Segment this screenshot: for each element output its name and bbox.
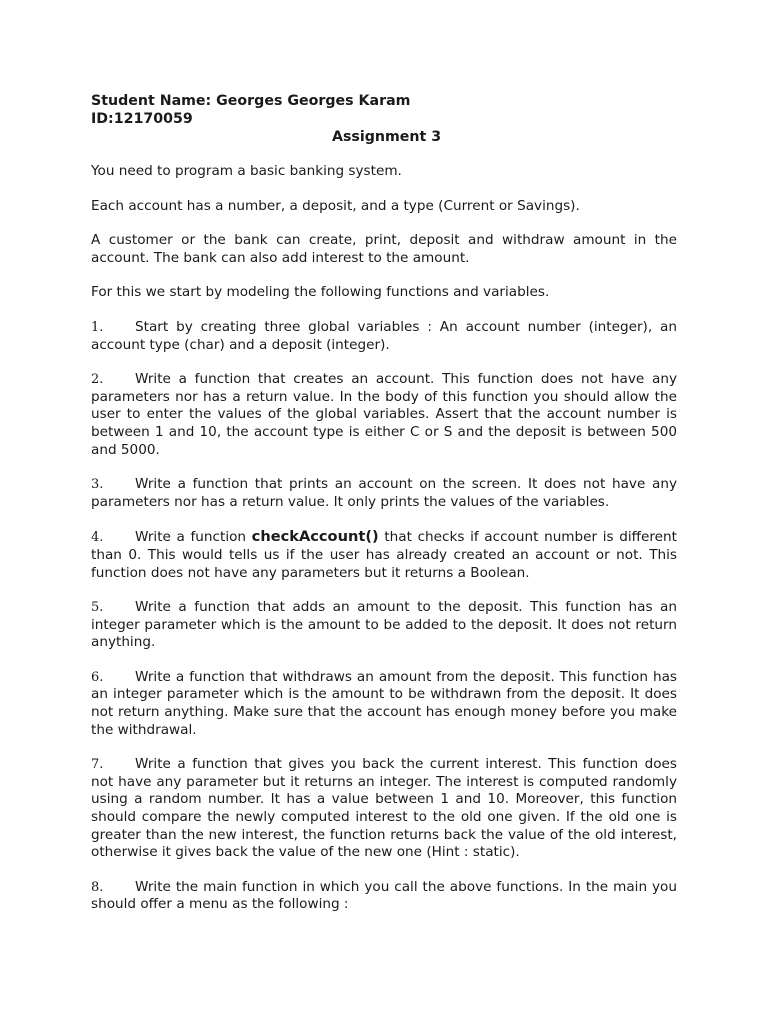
list-item-3	[91, 476, 677, 511]
intro-paragraph-4: For this we start by modeling the following functions and variables.	[91, 284, 550, 301]
list-item-number: 7.	[91, 757, 104, 773]
list-item-text: Write a function that prints an account on the screen. It does not have any parameters nor has a return value. It only prints the values of the variables.	[91, 476, 677, 510]
list-item-4	[91, 528, 677, 582]
list-item-number: 5.	[91, 600, 104, 616]
list-item-text: Write a function that gives you back the current interest. This function does not have any parameter but it returns an integer. The interest is computed randomly using a random number. It has a value between 1 and 10. Moreover, this function should compare the newly computed interest to the old one given. If the old one is greater than the new interest, the function returns back the value of the old interest, otherwise it gives back the value of the new one (Hint : static).	[91, 756, 677, 861]
list-item-number: 2.	[91, 372, 104, 388]
list-item-number: 4.	[91, 530, 104, 546]
list-item-8	[91, 879, 677, 914]
list-item-text-after: that checks if account number is different than 0. This would tells us if the user has already created an account or not. This function does not have any parameters but it returns a Boolean.	[91, 529, 677, 581]
intro-paragraph-3: A customer or the bank can create, print, deposit and withdraw amount in the account. The bank can also add interest to the amount.	[91, 232, 677, 266]
student-name: Student Name: Georges Georges Karam	[91, 93, 411, 109]
assignment-title: Assignment 3	[332, 129, 442, 145]
list-item-5	[91, 599, 677, 652]
list-item-number: 1.	[91, 319, 104, 335]
list-item-number: 6.	[91, 669, 104, 685]
intro-paragraph-2: Each account has a number, a deposit, and a type (Current or Savings).	[91, 197, 580, 214]
list-item-text: Write a function that withdraws an amount from the deposit. This function has an integer parameter which is the amount to be withdrawn from the deposit. It does not return anything. Make sure that the account has enough money before you make the withdrawal.	[91, 668, 677, 738]
list-item-text: Write a function that creates an account. This function does not have any parameters nor has a return value. In the body of this function you should allow the user to enter the values of the global variables. Assert that the account number is between 1 and 10, the account type is either C or S and the deposit is between 500 and 5000.	[91, 371, 677, 458]
list-item-number: 3.	[91, 477, 104, 493]
list-item-7	[91, 756, 677, 862]
list-item-number: 8.	[91, 879, 104, 895]
list-item-text: Write the main function in which you call the above functions. In the main you should offer a menu as the following :	[91, 878, 677, 913]
list-item-6	[91, 669, 677, 739]
intro-paragraph-1: You need to program a basic banking system.	[91, 163, 402, 179]
list-item-text: Write a function that adds an amount to the deposit. This function has an integer parameter which is the amount to be added to the deposit. It does not return anything.	[91, 599, 677, 651]
document-page	[91, 92, 677, 931]
function-name-check-account: checkAccount()	[251, 528, 379, 546]
list-item-2	[91, 371, 677, 459]
student-id: ID:12170059	[91, 111, 193, 127]
list-item-text-before: Write a function	[135, 529, 252, 546]
list-item-1	[91, 319, 677, 354]
list-item-text: Start by creating three global variables : An account number (integer), an account type (char) and a deposit (integer).	[91, 318, 677, 353]
